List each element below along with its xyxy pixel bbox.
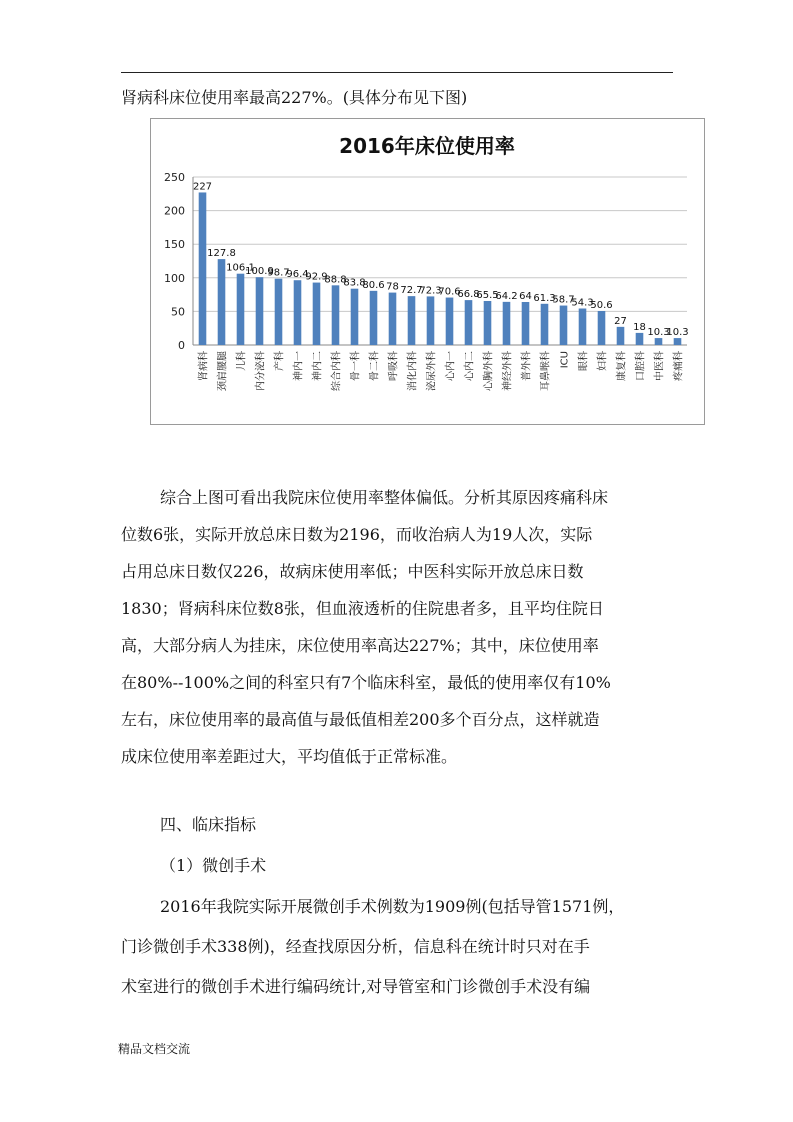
data-label: 64.2 — [495, 290, 518, 302]
bar — [237, 274, 245, 345]
data-label: 227 — [192, 181, 213, 193]
body-line: 术室进行的微创手术进行编码统计,对导管室和门诊微创手术没有编 — [121, 977, 591, 996]
x-tick-label: 口腔科 — [635, 351, 647, 381]
y-tick-label: 50 — [171, 305, 185, 319]
body-line: 高，大部分病人为挂床，床位使用率高达227%；其中，床位使用率 — [121, 636, 599, 655]
x-tick-label: 普外科 — [521, 351, 533, 381]
sub-heading: （1）微创手术 — [160, 856, 267, 875]
bar — [370, 291, 378, 345]
x-tick-label: 综合内科 — [331, 351, 343, 391]
bar — [560, 306, 568, 345]
bar-chart — [151, 119, 704, 424]
data-label: 78 — [386, 281, 399, 293]
x-tick-label: 神经外科 — [502, 351, 514, 391]
bar — [655, 338, 663, 345]
bar — [332, 285, 340, 345]
body-line: 占用总床日数仅226，故病床使用率低；中医科实际开放总床日数 — [121, 562, 584, 581]
bar — [503, 302, 511, 345]
y-tick-label: 200 — [164, 204, 185, 218]
x-tick-label: 产科 — [274, 351, 286, 371]
x-tick-label: 妇科 — [597, 351, 609, 371]
section-heading: 四、临床指标 — [160, 815, 257, 834]
footer-text: 精品文档交流 — [118, 1042, 191, 1056]
data-label: 58.7 — [552, 294, 575, 306]
bar — [351, 289, 359, 345]
data-label: 65.5 — [476, 289, 499, 301]
data-label: 100.9 — [245, 266, 274, 278]
x-tick-label: 呼吸科 — [388, 351, 400, 381]
x-tick-label: 内分泌科 — [255, 351, 267, 391]
x-tick-label: 骨一科 — [350, 351, 362, 381]
y-tick-label: 100 — [164, 271, 185, 285]
y-tick-label: 150 — [164, 238, 185, 252]
x-tick-label: 骨二科 — [369, 351, 381, 381]
x-tick-label: 耳鼻喉科 — [540, 351, 552, 391]
data-label: 106.1 — [226, 262, 255, 274]
data-label: 83.8 — [343, 277, 366, 289]
data-label: 72.7 — [400, 285, 423, 297]
x-tick-label: 疼痛科 — [673, 351, 685, 381]
data-label: 10.3 — [666, 327, 689, 339]
data-label: 98.7 — [267, 267, 290, 279]
chart-title: 2016年床位使用率 — [339, 134, 515, 158]
data-label: 92.9 — [305, 271, 328, 283]
data-label: 27 — [614, 315, 627, 327]
x-tick-label: 泌尿外科 — [426, 351, 438, 391]
bar — [408, 296, 416, 345]
x-tick-label: 心胸外科 — [483, 351, 495, 391]
data-label: 64 — [519, 290, 532, 302]
x-tick-label: 消化内科 — [407, 351, 419, 391]
bar — [218, 259, 226, 345]
bar — [674, 338, 682, 345]
bar — [427, 296, 435, 345]
x-tick-label: 神内二 — [312, 351, 324, 381]
x-tick-label: 肾病科 — [198, 351, 210, 381]
data-label: 88.8 — [324, 274, 347, 286]
bar — [541, 304, 549, 345]
x-tick-label: 儿科 — [236, 351, 248, 371]
bar — [446, 298, 454, 345]
x-tick-label: 心内一 — [445, 351, 457, 381]
bar — [294, 280, 302, 345]
bar — [313, 283, 321, 345]
data-label: 80.6 — [362, 279, 385, 291]
bar — [465, 300, 473, 345]
data-label: 72.3 — [419, 285, 442, 297]
bar — [598, 311, 606, 345]
body-line: 左右，床位使用率的最高值与最低值相差200多个百分点，这样就造 — [121, 710, 600, 729]
body-line: 位数6张，实际开放总床日数为2196，而收治病人为19人次，实际 — [121, 525, 593, 544]
bar — [617, 327, 625, 345]
bar — [389, 293, 397, 345]
x-tick-label: 心内二 — [464, 351, 476, 381]
bar — [579, 309, 587, 345]
data-label: 127.8 — [207, 248, 236, 260]
data-label: 18 — [633, 321, 646, 333]
bar — [636, 333, 644, 345]
y-tick-label: 250 — [164, 171, 185, 184]
body-line: 1830；肾病科床位数8张，但血液透析的住院患者多，且平均住院日 — [121, 599, 604, 618]
data-label: 66.8 — [457, 289, 480, 301]
body-line: 门诊微创手术338例)，经查找原因分析，信息科在统计时只对在手 — [121, 937, 590, 956]
x-tick-label: 眼科 — [578, 351, 590, 371]
data-label: 61.3 — [533, 292, 556, 304]
x-tick-label: 颈肩腰腿 — [217, 351, 229, 391]
x-tick-label: 康复科 — [616, 351, 628, 381]
body-line: 2016年我院实际开展微创手术例数为1909例(包括导管1571例， — [160, 897, 625, 916]
x-tick-label: 中医科 — [654, 351, 666, 381]
bar — [522, 302, 530, 345]
top-rule — [121, 72, 673, 73]
data-label: 96.4 — [286, 269, 309, 281]
intro-line: 肾病科床位使用率最高227%。(具体分布见下图) — [121, 88, 468, 107]
data-label: 10.3 — [647, 327, 670, 339]
bar — [275, 279, 283, 345]
x-tick-label: 神内一 — [293, 351, 305, 381]
x-tick-label: ICU — [559, 351, 571, 369]
y-tick-label: 0 — [178, 339, 185, 352]
chart-frame — [150, 118, 705, 425]
body-line: 成床位使用率差距过大，平均值低于正常标准。 — [121, 747, 458, 766]
body-line: 在80%--100%之间的科室只有7个临床科室，最低的使用率仅有10% — [121, 673, 611, 692]
bar — [484, 301, 492, 345]
bar — [256, 277, 264, 345]
body-line: 综合上图可看出我院床位使用率整体偏低。分析其原因疼痛科床 — [160, 488, 609, 507]
data-label: 70.6 — [438, 286, 461, 298]
bar — [199, 192, 207, 345]
data-label: 54.3 — [571, 297, 594, 309]
data-label: 50.6 — [590, 299, 613, 311]
